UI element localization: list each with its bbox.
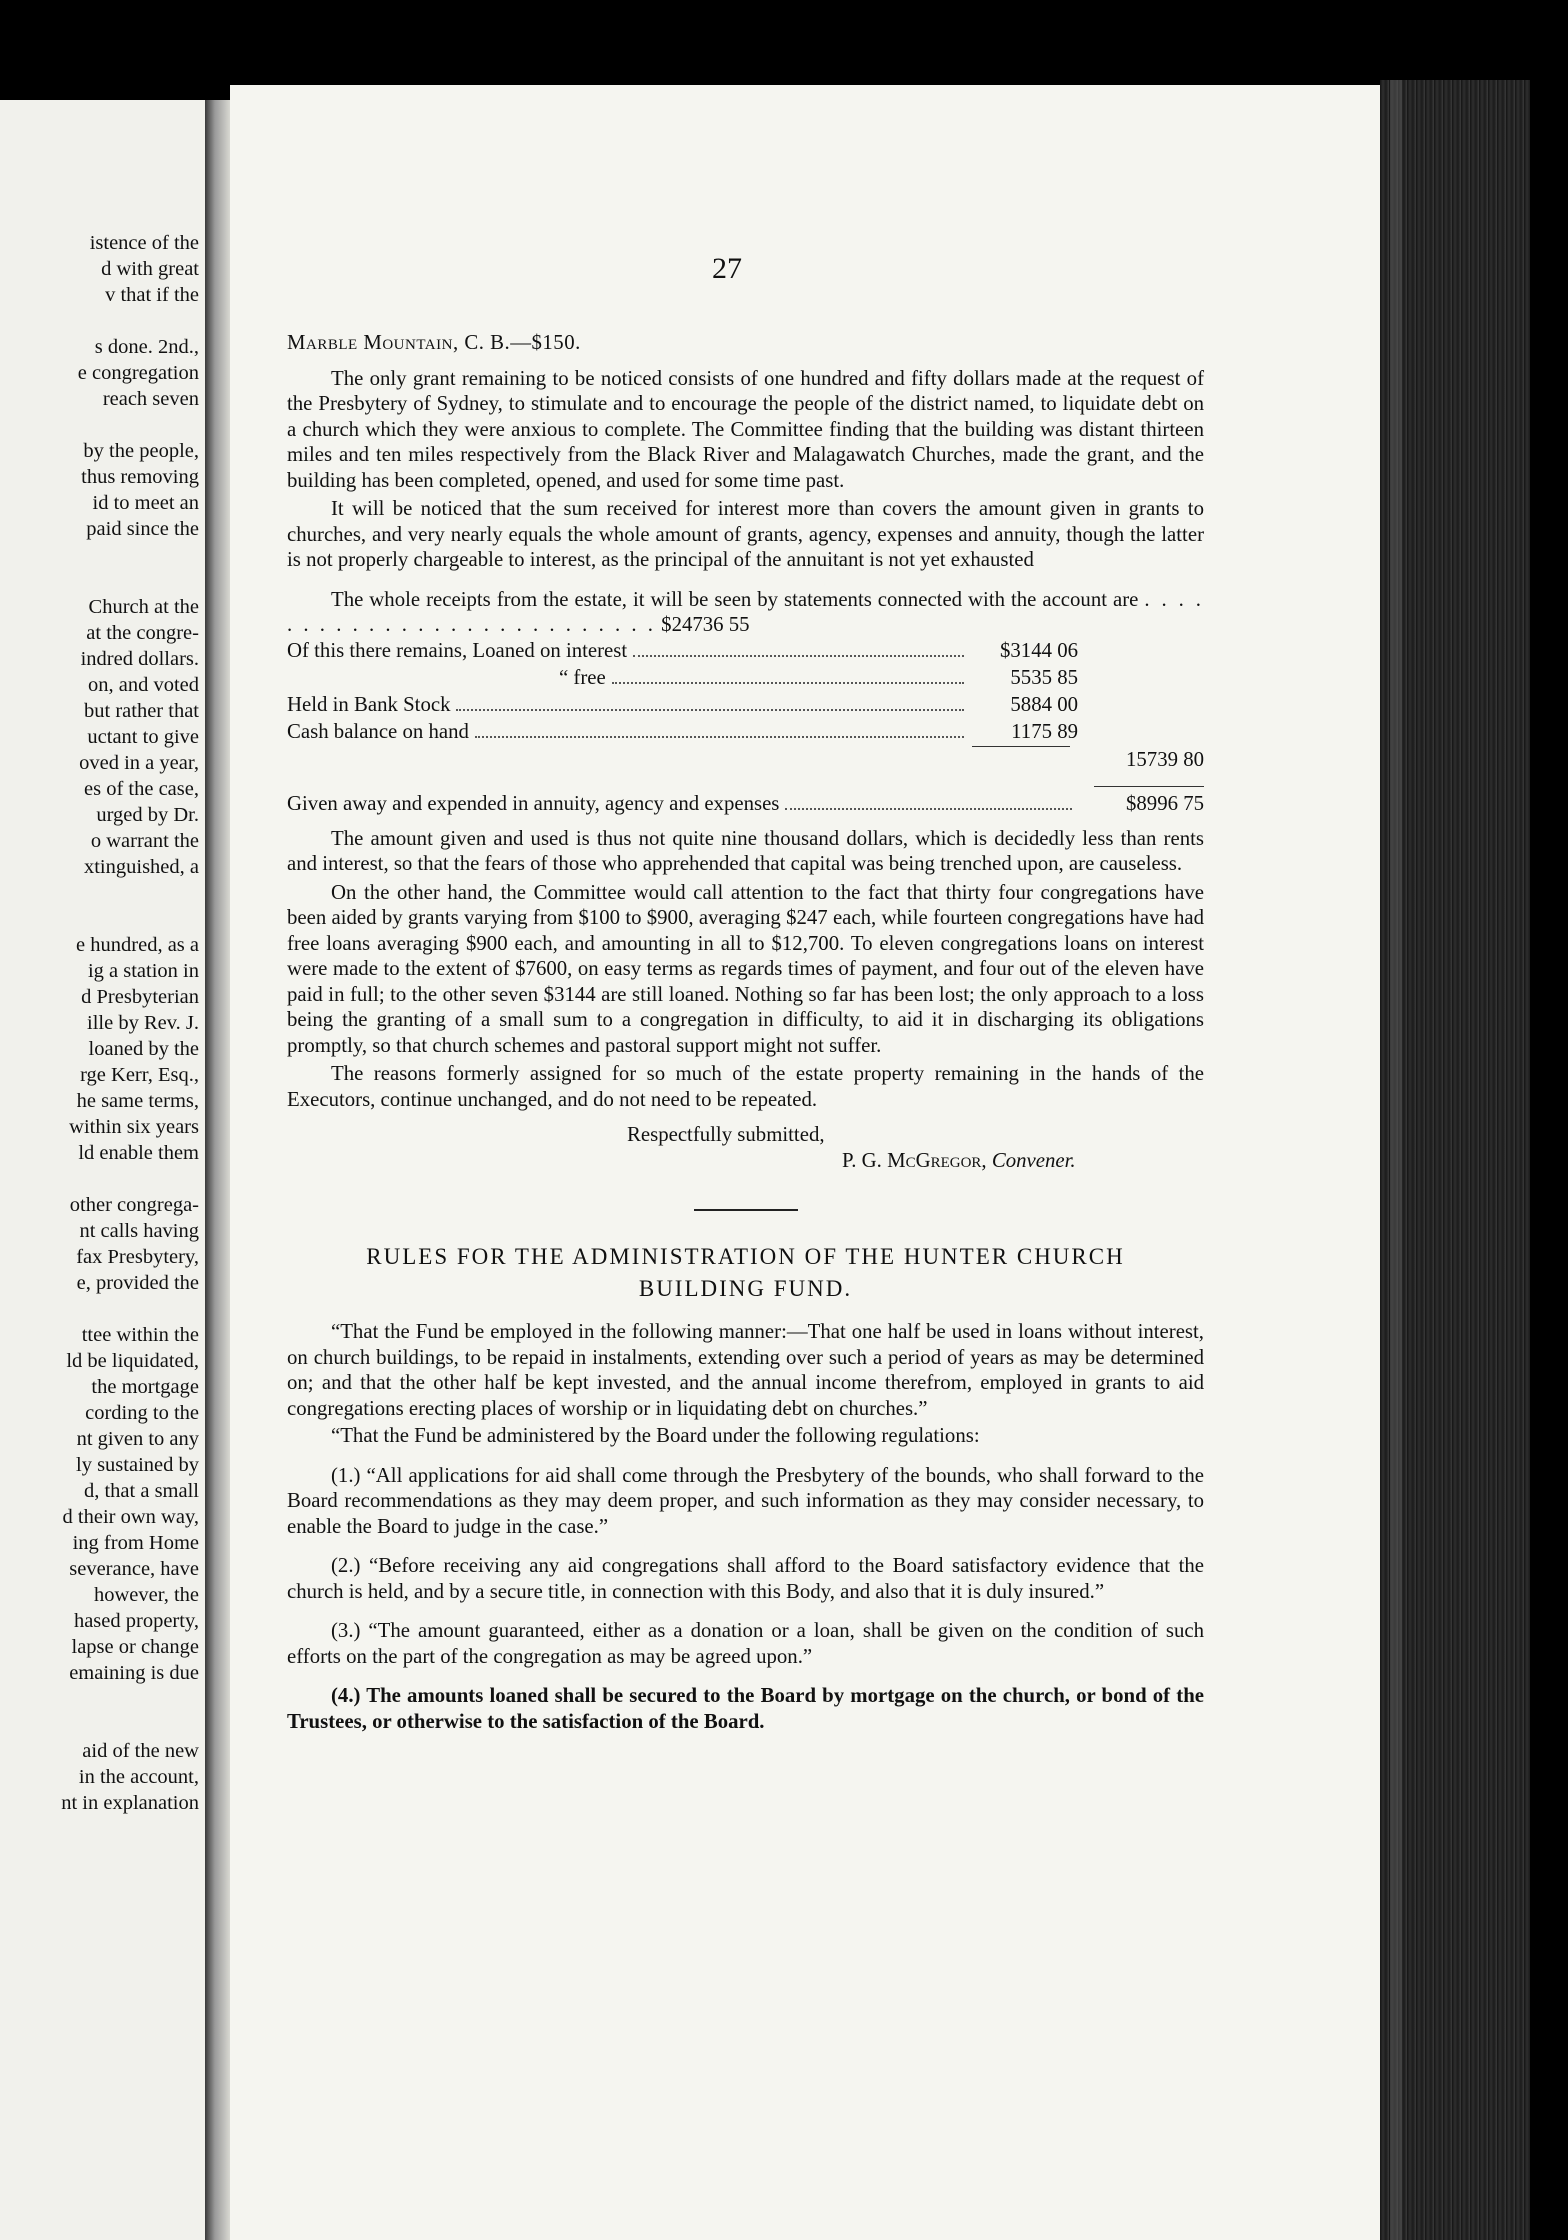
page-gutter [205,100,230,2240]
accounts-total-receipts: $24736 55 [661,613,750,636]
sum-rule [1094,786,1204,787]
section-divider [694,1209,798,1211]
left-page-fragment: es of the case, [84,778,199,800]
left-page-fragment: rge Kerr, Esq., [80,1064,199,1086]
left-page-fragment: id to meet an [92,492,199,514]
account-label: Cash balance on hand [287,719,469,743]
account-given-label: Given away and expended in annuity, agency and expenses [287,791,780,815]
left-page [0,100,205,2240]
left-page-fragment: urged by Dr. [96,804,199,826]
account-label: “ free [559,665,606,689]
accounts-statement [287,587,1204,818]
left-page-fragment: ttee within the [81,1324,199,1346]
left-page-fragment: ing from Home [72,1532,199,1554]
account-row [287,665,1204,692]
account-subtotal-row [287,747,1204,774]
rules-title-line: BUILDING FUND. [638,1276,853,1301]
left-page-fragment: ld be liquidated, [66,1350,199,1372]
account-given-row [287,791,1204,818]
signoff [287,1122,1204,1173]
left-page-fragment: however, the [93,1584,199,1606]
paragraph: On the other hand, the Committee would call attention to the fact that thirty four congregations have been aided by grants varying from $100 to $900, averaging $247 each, while fourteen congregations have had free loans averaging $900 each, and amounting in all to $12,700. To eleven congregations loans on interest were made to the extent of $7600, on easy terms as regards times of payment, and four out of the eleven have paid in full; to the other seven $3144 are still loaned. Nothing so far has been lost; the only approach to a loss being the granting of a small sum to a congregation in difficulty, to aid it in discharging its obligations promptly, so that church schemes and pastoral support might not suffer. [287,880,1204,1057]
section-heading: Marble Mountain, C. B.—$150. [287,331,581,354]
left-page-fragment: xtinguished, a [83,856,199,878]
left-page-fragment: reach seven [102,388,199,410]
leader-dots [785,808,1072,810]
book-edge [1380,80,1530,2240]
left-page-fragment: emaining is due [69,1662,199,1684]
left-page-fragment: v that if the [105,284,199,306]
left-page-fragment: ille by Rev. J. [87,1012,199,1034]
left-page-fragment: hased property, [73,1610,199,1632]
left-page-fragment: Church at the [88,596,199,618]
left-page-fragment: d with great [101,258,199,280]
left-page-fragment: d, that a small [83,1480,199,1502]
account-row [287,638,1204,665]
page-body [287,330,1204,1734]
left-page-fragment: nt calls having [79,1220,199,1242]
left-page-fragment: d Presbyterian [81,986,199,1008]
signoff-name: P. G. McGregor, [842,1148,987,1172]
account-amount: $3144 06 [1000,638,1078,662]
rules-intro-paragraph: “That the Fund be administered by the Board under the following regulations: [331,1424,980,1447]
left-page-fragment: at the congre- [86,622,199,644]
rules-title-line: RULES FOR THE ADMINISTRATION OF THE HUNTER CHURCH [366,1244,1125,1269]
leader-dots [633,655,964,657]
left-page-fragment: within six years [69,1116,199,1138]
rule-item: (2.) “Before receiving any aid congregations shall afford to the Board satisfactory evidence that the church is held, and by a secure title, in connection with this Body, and also that it is duly insured.” [287,1554,1204,1603]
left-page-fragment: he same terms, [76,1090,199,1112]
left-page-fragment: nt in explanation [61,1792,199,1814]
account-label: Of this there remains, Loaned on interest [287,638,628,662]
left-page-fragment: nt given to any [76,1428,199,1450]
left-page-fragment: but rather that [84,700,199,722]
rules-title [287,1241,1204,1305]
left-page-fragment: thus removing [81,466,199,488]
left-page-fragment: by the people, [83,440,199,462]
account-given-amount: $8996 75 [1126,791,1204,815]
rule-item: (4.) The amounts loaned shall be secured to the Board by mortgage on the church, or bond of the Trustees, or otherwise to the satisfaction of the Board. [287,1684,1204,1733]
left-page-fragment: o warrant the [90,830,199,852]
left-page-fragment: aid of the new [82,1740,199,1762]
left-page-fragment: istence of the [89,232,199,254]
left-page-fragment: lapse or change [71,1636,199,1658]
signoff-signature [287,1148,1204,1174]
left-page-fragment: e hundred, as a [76,934,199,956]
left-page-fragment: paid since the [86,518,199,540]
left-page-fragment: in the account, [78,1766,199,1788]
left-page-fragment: s done. 2nd., [94,336,199,358]
signoff-line: Respectfully submitted, [627,1123,825,1146]
left-page-fragment: e congregation [77,362,199,384]
leader-dots [612,682,964,684]
left-page-fragment: fax Presbytery, [76,1246,199,1268]
account-subtotal: 15739 80 [1126,747,1204,771]
paragraph: The amount given and used is thus not quite nine thousand dollars, which is decidedly less than rents and interest, so that the fears of those who apprehended that capital was being trenched upon, are causeless. [287,826,1204,875]
paragraph: The only grant remaining to be noticed consists of one hundred and fifty dollars made at the request of the Presbytery of Sydney, to stimulate and to encourage the people of the district named, to liquidate debt on a church which they were anxious to complete. The Committee finding that the building was distant thirteen miles and ten miles respectively from the Black River and Malagawatch Churches, made the grant, and the building has been completed, opened, and used for some time past. [287,366,1204,492]
left-page-fragment: d their own way, [62,1506,199,1528]
rules-intro-paragraph: “That the Fund be employed in the following manner:—That one half be used in loans without interest, on church buildings, to be repaid in instalments, extending over such a period of years as may be determined on; and that the other half be kept invested, and the annual income therefrom, employed in grants to aid congregations erecting places of worship or in liquidating debt on churches.” [287,1320,1204,1420]
left-page-fragment: ld enable them [78,1142,199,1164]
left-page-fragment: loaned by the [88,1038,199,1060]
left-page-fragment: severance, have [69,1558,199,1580]
rule-item: (3.) “The amount guaranteed, either as a donation or a loan, shall be given on the condition of such efforts on the part of the congregation as may be agreed upon.” [287,1619,1204,1668]
paragraph: The reasons formerly assigned for so much of the estate property remaining in the hands of the Executors, continue unchanged, and do not need to be repeated. [287,1062,1204,1111]
left-page-fragment: cording to the [85,1402,199,1424]
book-edge-highlight [1390,80,1402,2240]
left-page-fragment: the mortgage [91,1376,199,1398]
left-page-fragment: uctant to give [87,726,199,748]
left-page-fragment: other congrega- [69,1194,199,1216]
left-page-fragment: on, and voted [87,674,199,696]
signoff-role: Convener. [991,1148,1076,1172]
page-number: 27 [712,252,742,285]
account-label: Held in Bank Stock [287,692,451,716]
left-page-fragment: e, provided the [76,1272,199,1294]
account-amount: 5884 00 [1010,692,1078,716]
paragraph: It will be noticed that the sum received for interest more than covers the amount given in grants to churches, and very nearly equals the whole amount of grants, agency, expenses and annuity, though the latter is not properly chargeable to interest, as the principal of the annuitant is not yet exhausted [287,497,1204,571]
left-page-fragment: ig a station in [87,960,199,982]
accounts-intro: The whole receipts from the estate, it will be seen by statements connected with the account are [331,587,1139,611]
left-page-fragment: ly sustained by [76,1454,199,1476]
rule-item: (1.) “All applications for aid shall come through the Presbytery of the bounds, who shall forward to the Board recommendations as they may deem proper, and such information as they may consider necessary, to enable the Board to judge in the case.” [287,1463,1204,1538]
leader-dots [456,709,964,711]
accounts-intro-row: The whole receipts from the estate, it will be seen by statements connected with the account are . . . . . . . . . . . . . . . . . . . . . . . . . . . $24736 55 [287,587,1205,636]
account-row [287,719,1204,746]
account-amount: 1175 89 [1011,719,1078,743]
left-page-fragment: oved in a year, [79,752,199,774]
account-row [287,692,1204,719]
leader-dots [475,736,964,738]
account-amount: 5535 85 [1010,665,1078,689]
left-page-fragment: indred dollars. [80,648,199,670]
